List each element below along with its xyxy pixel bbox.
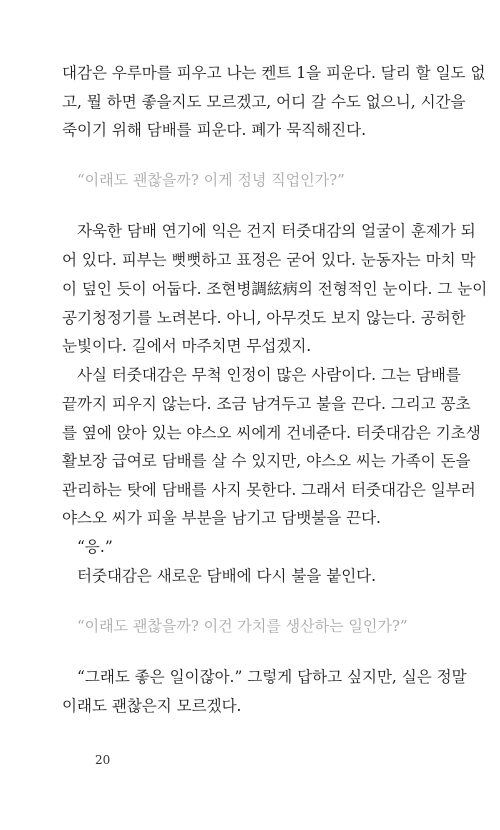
para2-line: 공기청정기를 노려본다. 아니, 아무것도 보지 않는다. 공허한 — [62, 309, 466, 327]
para3-line: 야스오 씨가 피울 부분을 남기고 담뱃불을 끈다. — [62, 509, 381, 527]
para4-line: 터줏대감은 새로운 담배에 다시 불을 붙인다. — [77, 567, 377, 585]
para1-line: 대감은 우루마를 피우고 나는 켄트 1을 피운다. 달리 할 일도 없 — [62, 64, 486, 82]
para3-line: 끝까지 피우지 않는다. 조금 남겨두고 불을 끈다. 그리고 꽁초 — [62, 395, 471, 413]
pull-quote: “이래도 괜찮을까? 이건 가치를 생산하는 일인가?” — [77, 617, 408, 635]
para2-line: 이 덮인 듯이 어둡다. 조현병調絃病의 전형적인 눈이다. 그 눈이 — [62, 280, 488, 298]
para5-line: “그래도 좋은 일이잖아.” 그렇게 답하고 싶지만, 실은 정말 — [77, 668, 467, 686]
para3-line: 사실 터줏대감은 무척 인정이 많은 사람이다. 그는 담배를 — [77, 366, 461, 384]
para3-line: 관리하는 탓에 담배를 사지 못한다. 그래서 터줏대감은 일부러 — [62, 481, 476, 499]
para3-line: 를 옆에 앉아 있는 야스오 씨에게 건네준다. 터줏대감은 기초생 — [62, 424, 481, 442]
para3-line: 활보장 급여로 담배를 살 수 있지만, 야스오 씨는 가족이 돈을 — [62, 452, 471, 470]
para1-line: 죽이기 위해 담배를 피운다. 폐가 묵직해진다. — [62, 121, 367, 139]
dialogue-line: “응.” — [77, 538, 113, 556]
para2-line: 어 있다. 피부는 뻣뻣하고 표정은 굳어 있다. 눈동자는 마치 막 — [62, 251, 476, 269]
page-number: 20 — [95, 753, 111, 767]
para1-line: 고, 뭘 하면 좋을지도 모르겠고, 어디 갈 수도 없으니, 시간을 — [62, 93, 466, 111]
para2-line: 자욱한 담배 연기에 익은 건지 터줏대감의 얼굴이 훈제가 되 — [77, 222, 476, 240]
pull-quote: “이래도 괜찮을까? 이게 정녕 직업인가?” — [77, 171, 345, 189]
para5-line: 이래도 괜찮은지 모르겠다. — [62, 697, 242, 715]
para2-line: 눈빛이다. 길에서 마주치면 무섭겠지. — [62, 337, 312, 355]
